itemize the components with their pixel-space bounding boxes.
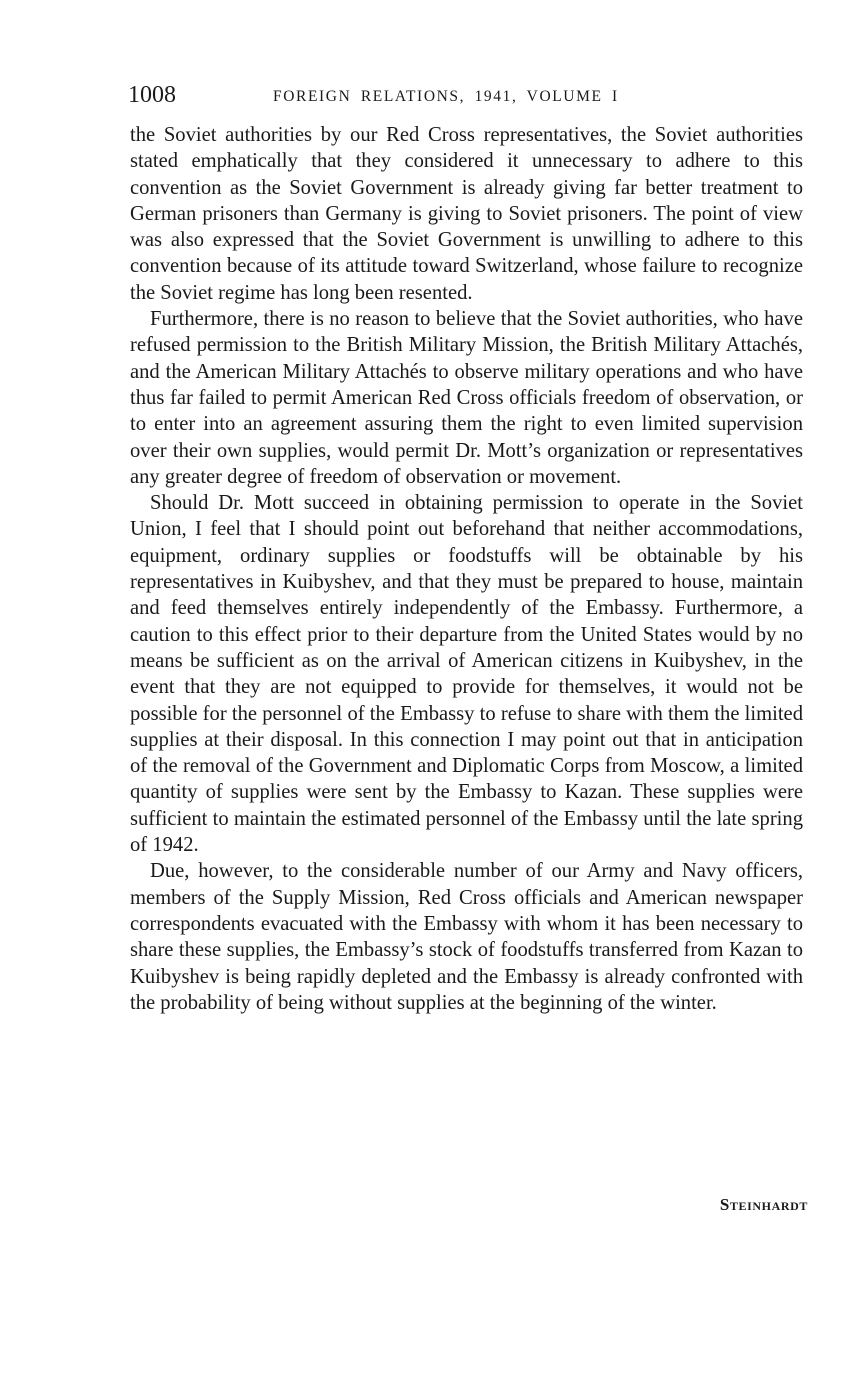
paragraph-evacuation: Due, however, to the considerable number of our Army and Navy officers, members of the Supply Mission, Red Cross officials and American newspaper correspondents evacuated with the Embassy with whom it has been necessary to share these supplies, the Embassy’s stock of foodstuffs transferred from Kazan to Kuibyshev is being rapidly depleted and the Embassy is already confronted with the probability of being without supplies at the beginning of the winter. [130,860,803,1014]
paragraph-supplies: Should Dr. Mott succeed in obtaining permission to operate in the Soviet Union, I feel that I should point out beforehand that neither accommodations, equipment, ordinary supplies or foodstuffs will be obtainable by his representatives in Kuibyshev, and that they must be prepared to house, maintain and feed themselves entirely independently of the Embassy. Furthermore, a caution to this effect prior to their departure from the United States would by no means be sufficient as on the arrival of American citizens in Kuibyshev, in the event that they are not equipped to provide for themselves, it would not be possible for the personnel of the Embassy to refuse to share with them the limited supplies at their disposal. In this connection I may point out that in anticipation of the removal of the Government and Diplomatic Corps from Moscow, a limited quantity of supplies were sent by the Embassy to Kazan. These supplies were sufficient to maintain the estimated personnel of the Embassy until the late spring of 1942. [130,492,803,857]
paragraph-continuation: the Soviet authorities by our Red Cross representatives, the Soviet authorities stated emphatically that they considered it unnecessary to adhere to this convention as the Soviet Government is already giving far better treatment to German prisoners than Germany is giving to Soviet prisoners. The point of view was also expressed that the Soviet Government is unwilling to adhere to this convention because of its attitude toward Switzerland, whose failure to recognize the Soviet regime has long been resented. [130,124,803,304]
body-text [130,122,803,1016]
page-number: 1008 [128,82,176,108]
running-title: FOREIGN RELATIONS, 1941, VOLUME I [273,88,619,105]
paragraph-observation: Furthermore, there is no reason to believe that the Soviet authorities, who have refused permission to the British Military Mission, the British Military Attachés, and the American Military Attachés to observe military operations and who have thus far failed to permit American Red Cross officials freedom of observation, or to enter into an agreement assuring them the right to even limited supervision over their own supplies, would permit Dr. Mott’s organization or representatives any greater degree of freedom of observation or movement. [130,308,803,488]
signature: Steinhardt [719,1195,808,1214]
page-header [128,80,804,114]
